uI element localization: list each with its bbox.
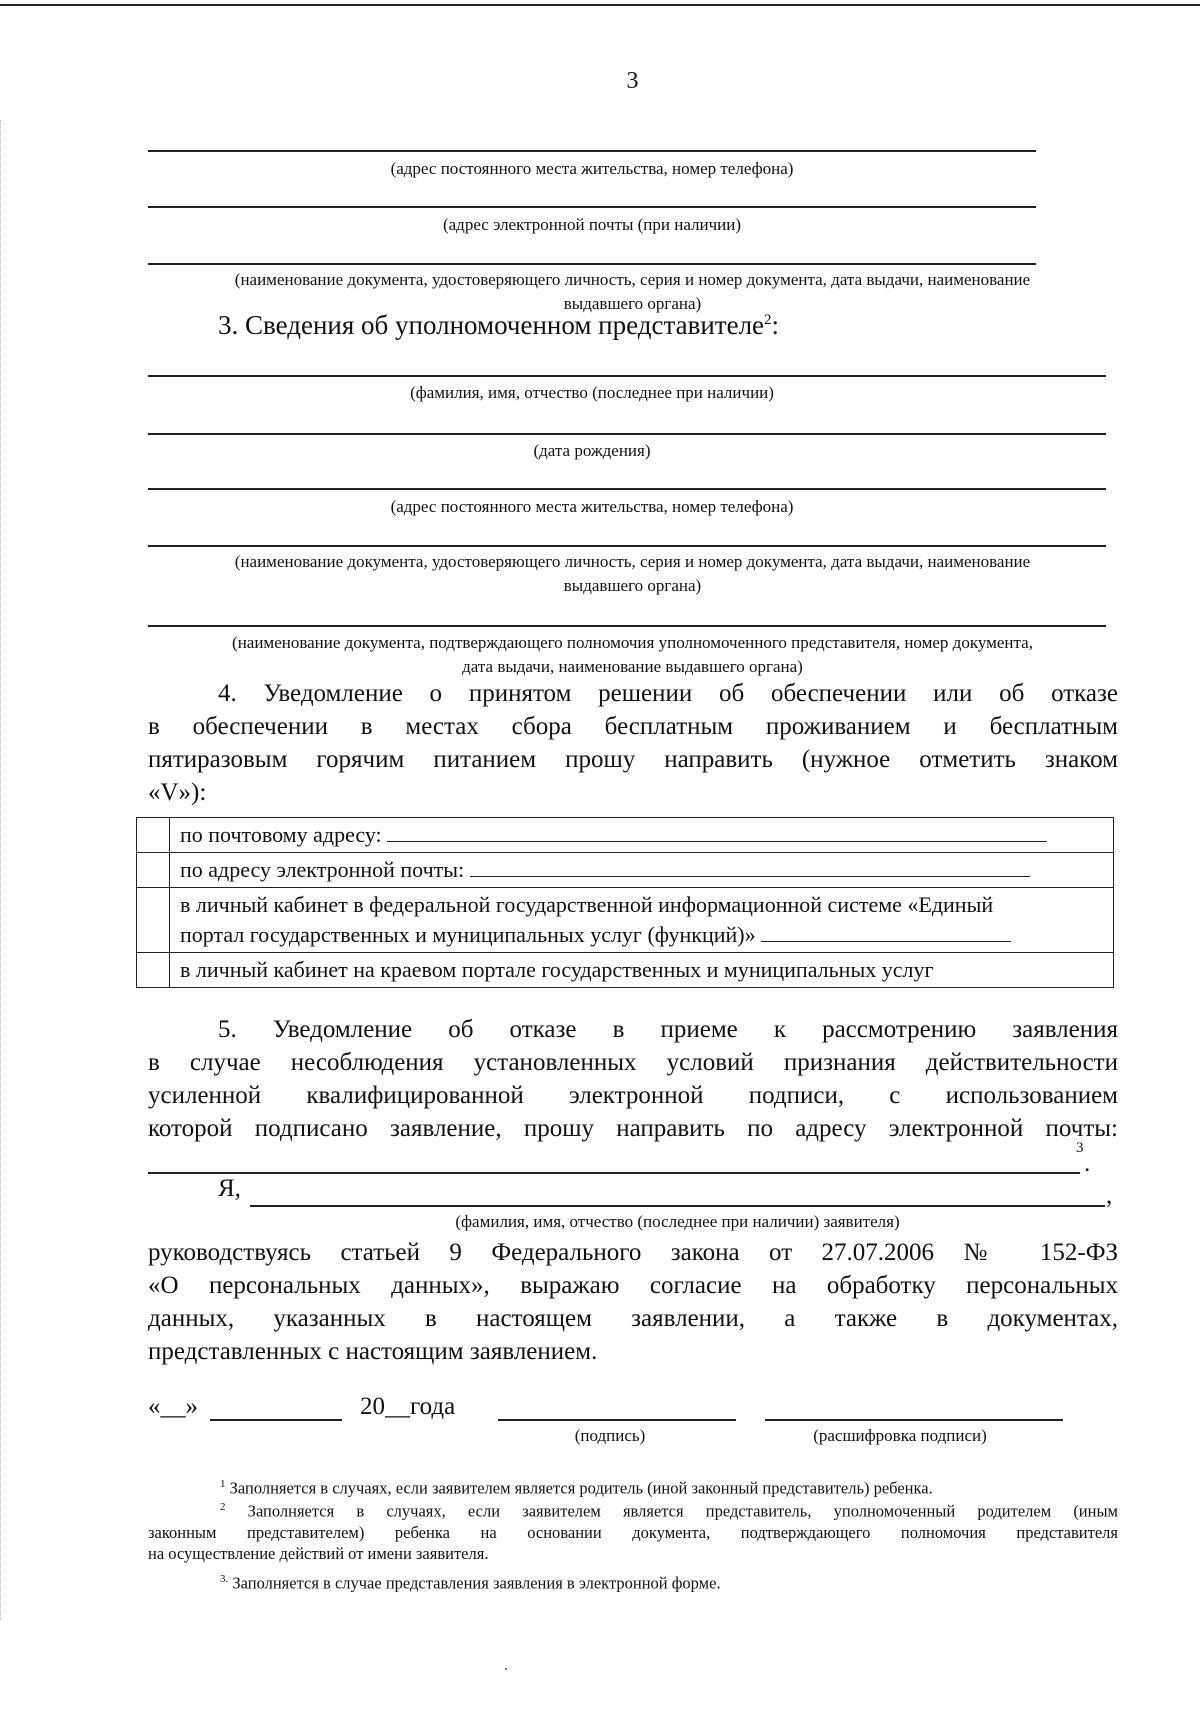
signature-decode-line[interactable] xyxy=(765,1419,1063,1421)
date-month-line[interactable] xyxy=(210,1419,342,1421)
footnote-1: $^1$ Заполняется в случаях, если заявителем является родитель (иной законный представитель) ребенка. xyxy=(220,1478,933,1498)
option-row-regional-portal xyxy=(137,953,1114,988)
applicant-fio-line[interactable] xyxy=(250,1205,1105,1207)
footnote-3: $^{3.}$ Заполняется в случае представления заявления в электронной форме. xyxy=(220,1573,721,1593)
email-address-field[interactable] xyxy=(470,875,1030,877)
section-5-text: 5. Уведомление об отказе в приеме к рассмотрению заявления в случае несоблюдения установленных условий признания действительности усиленной квалифицированной электронной подписи, с использованием которой подписано заявление, прошу направить по адресу электронной почты: xyxy=(148,1016,1118,1142)
date-year-field[interactable]: 20__года xyxy=(360,1393,456,1420)
option-row-postal xyxy=(137,818,1114,853)
section-4-text: 4. Уведомление о принятом решении об обеспечении или об отказе в обеспечении в местах сбора бесплатным проживанием и бесплатным пятиразовым горячим питанием прошу направить (нужное отметить знаком «V»): xyxy=(148,680,1118,806)
representative-address-caption: (адрес постоянного места жительства, номер телефона) xyxy=(390,497,794,516)
page-number: 3 xyxy=(626,68,639,94)
gosuslugi-field[interactable] xyxy=(761,940,1011,942)
footnote-ref-2: 2 xyxy=(764,312,772,328)
scan-edge-marks xyxy=(0,120,4,1620)
id-document-caption-line1: (наименование документа, удостоверяющего личность, серия и номер документа, дата выдачи, наименование xyxy=(234,270,1031,289)
option-row-email xyxy=(137,853,1114,888)
checkbox-postal[interactable] xyxy=(137,818,170,853)
option-gosuslugi-label-line1: в личный кабинет в федеральной государственной информационной системе «Единый xyxy=(180,892,994,917)
signature-decode-caption: (расшифровка подписи) xyxy=(813,1426,987,1445)
section-3-heading: 3. Сведения об уполномоченном представителе$^2$: xyxy=(218,310,780,340)
representative-fio-caption: (фамилия, имя, отчество (последнее при наличии) xyxy=(410,383,774,402)
applicant-fio-caption: (фамилия, имя, отчество (последнее при наличии) заявителя) xyxy=(455,1212,900,1231)
checkbox-regional-portal[interactable] xyxy=(137,953,170,988)
signature-caption: (подпись) xyxy=(574,1426,646,1445)
authority-caption-line1: (наименование документа, подтверждающего полномочия уполномоченного представителя, номер документа, xyxy=(232,633,1033,652)
email-line[interactable] xyxy=(148,206,1036,208)
option-email-label: по адресу электронной почты: xyxy=(180,857,465,882)
representative-id-caption-line2: выдавшего органа) xyxy=(563,576,702,595)
authority-document-line[interactable] xyxy=(148,625,1106,627)
footnote-2: $^2$ Заполняется в случаях, если заявителем является представитель, уполномоченный родителем (иным законным представителем) ребенка на основании документа, подтверждающего полномочия представителя на осуществление действий от имени заявителя. xyxy=(148,1501,1118,1563)
representative-address-line[interactable] xyxy=(148,488,1106,490)
signature-line[interactable] xyxy=(498,1419,736,1421)
birth-date-caption: (дата рождения) xyxy=(533,441,651,460)
option-regional-portal-label: в личный кабинет на краевом портале государственных и муниципальных услуг xyxy=(170,953,1114,988)
representative-id-line[interactable] xyxy=(148,545,1106,547)
postal-address-field[interactable] xyxy=(387,840,1047,842)
consent-ya: Я, xyxy=(218,1175,241,1202)
scan-speck xyxy=(505,1668,507,1670)
scan-top-border xyxy=(0,4,1200,6)
representative-id-caption-line1: (наименование документа, удостоверяющего личность, серия и номер документа, дата выдачи, наименование xyxy=(234,552,1031,571)
consent-comma: , xyxy=(1106,1182,1113,1209)
delivery-options-table xyxy=(136,817,1114,988)
option-postal-label: по почтовому адресу: xyxy=(180,822,382,847)
option-row-gosuslugi xyxy=(137,888,1114,953)
address-phone-line[interactable] xyxy=(148,150,1036,152)
rejection-email-line[interactable] xyxy=(148,1172,1080,1174)
date-day-field[interactable]: «__» xyxy=(148,1393,198,1420)
authority-caption-line2: дата выдачи, наименование выдавшего органа) xyxy=(462,657,803,676)
checkbox-email[interactable] xyxy=(137,853,170,888)
consent-text: руководствуясь статьей 9 Федерального закона от 27.07.2006 № 152-ФЗ «О персональных данных», выражаю согласие на обработку персональных данных, указанных в настоящем заявлении, а также в документах, представленных с настоящим заявлением. xyxy=(148,1239,1118,1365)
address-phone-caption: (адрес постоянного места жительства, номер телефона) xyxy=(390,159,794,178)
birth-date-line[interactable] xyxy=(148,433,1106,435)
footnote-ref-3: 3 xyxy=(1076,1140,1084,1156)
section-5-end-dot: . xyxy=(1084,1150,1091,1177)
id-document-line[interactable] xyxy=(148,263,1036,265)
id-document-caption-line2: выдавшего органа) xyxy=(563,294,702,313)
option-gosuslugi-label-line2: портал государственных и муниципальных услуг (функций)» xyxy=(180,922,756,947)
representative-fio-line[interactable] xyxy=(148,375,1106,377)
checkbox-gosuslugi[interactable] xyxy=(137,888,170,953)
email-caption: (адрес электронной почты (при наличии) xyxy=(442,215,742,234)
